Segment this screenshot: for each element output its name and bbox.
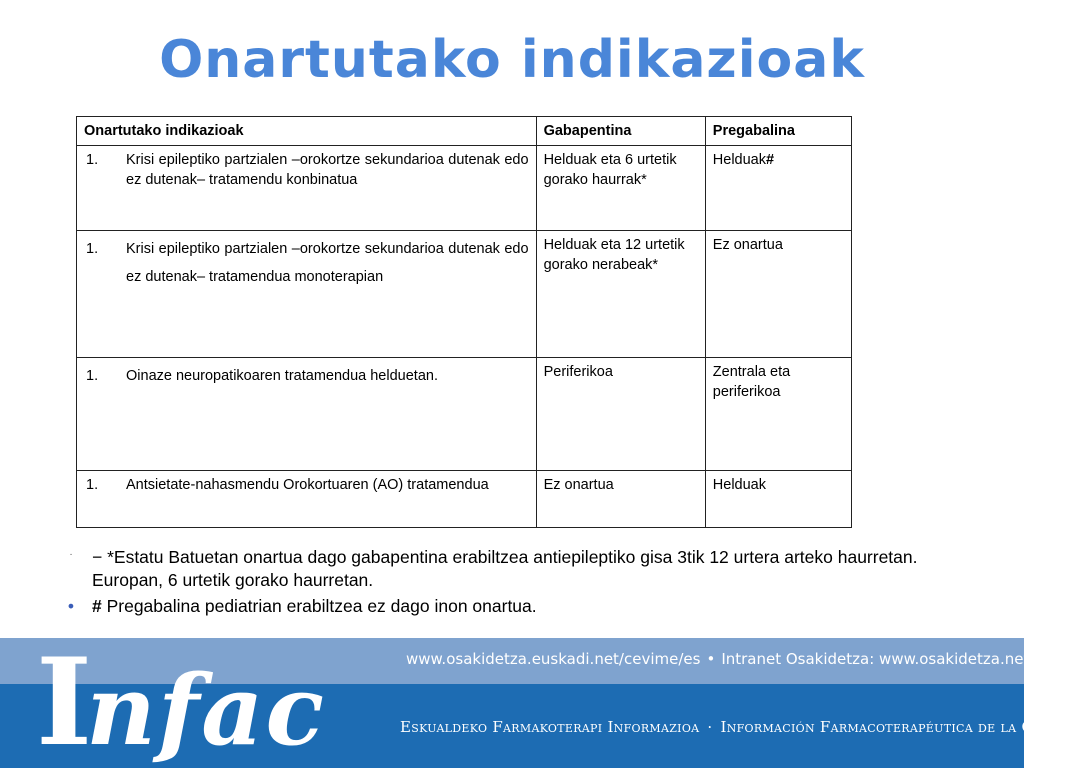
org-name-basque: Eskualdeko Farmakoterapi Informazioa [400, 718, 700, 736]
gabapentina-cell: Helduak eta 6 urtetik gorako haurrak* [536, 146, 705, 231]
gabapentina-cell: Helduak eta 12 urtetik gorako nerabeak* [536, 231, 705, 358]
hash-mark: # [765, 152, 775, 168]
indication-cell [77, 231, 537, 358]
pregabalina-cell [705, 146, 851, 231]
indication-text: Oinaze neuropatikoaren tratamendua helduetan. [126, 368, 438, 384]
footnote-text: Pregabalina pediatrian erabiltzea ez dago inon onartua. [101, 596, 537, 616]
table-row [77, 146, 852, 231]
list-number: 1. [86, 368, 99, 384]
indication-text: Antsietate-nahasmendu Orokortuaren (AO) tratamendua [126, 477, 489, 493]
indication-cell [77, 471, 537, 528]
header-indications: Onartutako indikazioak [77, 117, 537, 146]
infac-logo: Infac [36, 632, 326, 773]
gabapentina-cell: Ez onartua [536, 471, 705, 528]
pregabalina-cell: Zentrala eta periferikoa [705, 358, 851, 471]
footer-urls [406, 650, 1029, 668]
bullet-icon: • [67, 596, 75, 616]
footnote-text: − *Estatu Batuetan onartua dago gabapentina erabiltzea antiepileptiko gisa 3tik 12 urtera arteko haurretan. Europan, 6 urtetik gorako haurretan. [92, 547, 918, 590]
indication-cell [77, 146, 537, 231]
separator-dot: · [707, 718, 713, 736]
footer-banner [0, 632, 1088, 773]
list-number: 1. [86, 152, 99, 168]
footnotes [50, 546, 980, 621]
table-row [77, 358, 852, 471]
hash-mark: # [92, 596, 102, 616]
footnote-pediatric [50, 595, 980, 618]
separator-dot: • [706, 650, 716, 668]
page-title: Onartutako indikazioak [159, 30, 865, 90]
indication-text: Krisi epileptiko partzialen –orokortze sekundarioa dutenak edo ez dutenak– tratamendua monoterapian [126, 241, 529, 285]
table-row [77, 471, 852, 528]
pregabalina-cell: Ez onartua [705, 231, 851, 358]
link-cevime[interactable]: www.osakidetza.euskadi.net/cevime/es [406, 650, 701, 668]
header-gabapentina: Gabapentina [536, 117, 705, 146]
table-row [77, 231, 852, 358]
list-number: 1. [86, 241, 99, 257]
pregabalina-text: Helduak [712, 152, 766, 168]
table-header-row [77, 117, 852, 146]
link-intranet[interactable]: Intranet Osakidetza: www.osakidetza.net [721, 650, 1030, 668]
pregabalina-cell: Helduak [705, 471, 851, 528]
indications-table [76, 116, 852, 528]
indication-cell [77, 358, 537, 471]
indication-text: Krisi epileptiko partzialen –orokortze sekundarioa dutenak edo ez dutenak– tratamendu konbinatua [126, 152, 529, 188]
org-name-spanish: Información Farmacoterapéutica de la Comarca [720, 718, 1088, 736]
footer-organization [400, 718, 1088, 736]
footnote-usa [50, 546, 980, 592]
list-number: 1. [86, 477, 99, 493]
gabapentina-cell: Periferikoa [536, 358, 705, 471]
header-pregabalina: Pregabalina [705, 117, 851, 146]
bullet-icon: · [69, 549, 73, 560]
